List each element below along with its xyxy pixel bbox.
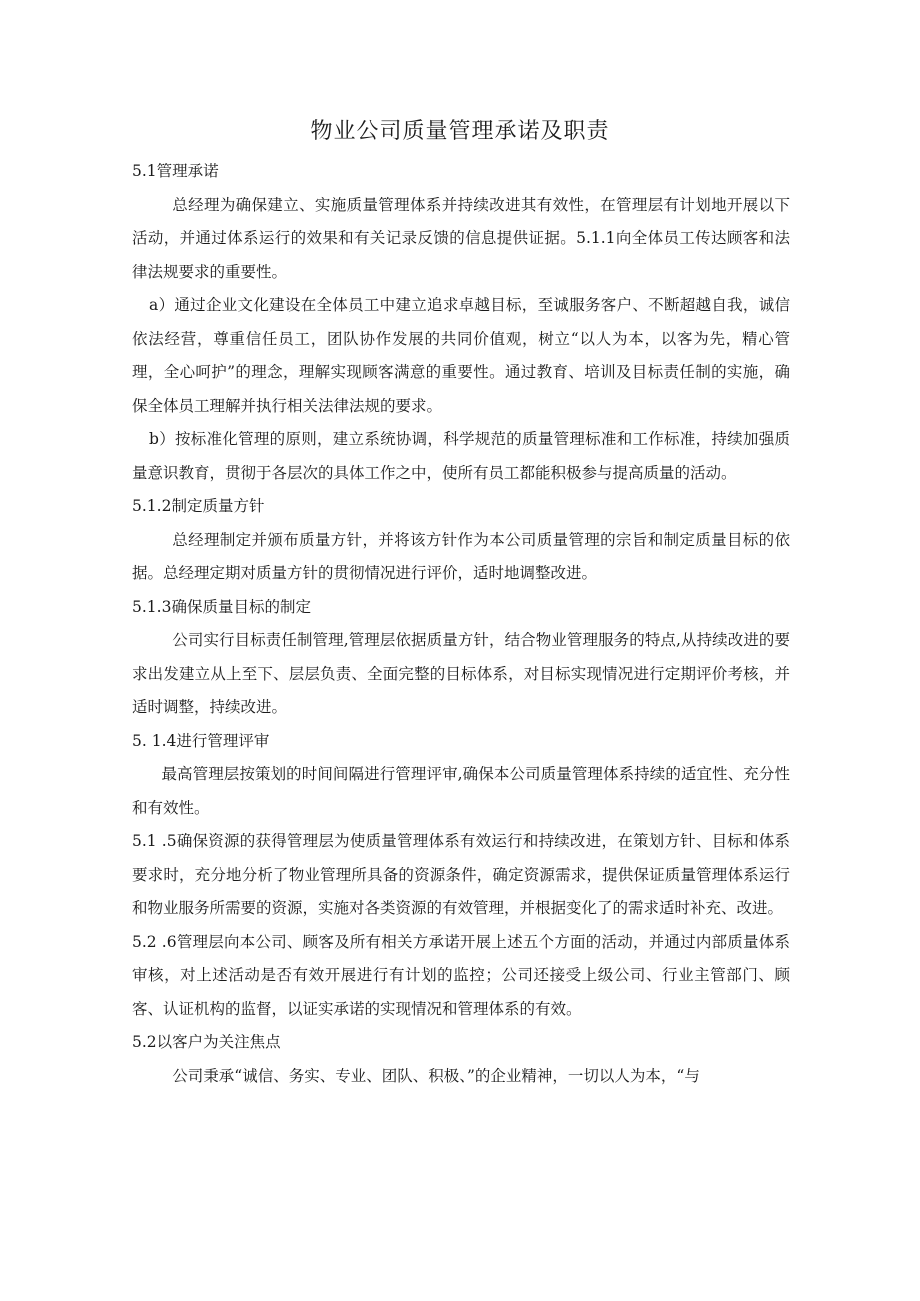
paragraph-customer-focus: 公司秉承“诚信、务实、专业、团队、积极、”的企业精神，一切以人为本，“与 [172, 1066, 700, 1085]
paragraph-management-review: 最高管理层按策划的时间间隔进行管理评审,确保本公司质量管理体系持续的适宜性、充分性和有效性。 [132, 765, 790, 817]
section-heading-5-1-2: 5.1.2制定质量方针 [132, 497, 265, 515]
paragraph-item-b: b）按标准化管理的原则，建立系统协调，科学规范的质量管理标准和工作标准，持续加强质量意识教育，贯彻于各层次的具体工作之中，使所有员工都能积极参与提高质量的活动。 [132, 430, 790, 482]
section-heading-5-1: 5.1管理承诺 [132, 162, 219, 180]
paragraph-quality-policy: 总经理制定并颁布质量方针，并将该方针作为本公司质量管理的宗旨和制定质量目标的依据。总经理定期对质量方针的贯彻情况进行评价，适时地调整改进。 [132, 530, 790, 582]
document-body [132, 155, 790, 1093]
section-heading-5-1-3: 5.1.3确保质量目标的制定 [132, 597, 311, 616]
section-heading-5-1-4: 5. 1.4进行管理评审 [132, 731, 270, 750]
paragraph-resources: 5.1 .5确保资源的获得管理层为使质量管理体系有效运行和持续改进，在策划方针、目标和体系要求时，充分地分析了物业管理所具备的资源条件，确定资源需求，提供保证质量管理体系运行和物业服务所需要的资源，实施对各类资源的有效管理，并根据变化了的需求适时补充、改进。 [132, 832, 790, 917]
section-heading-5-2: 5.2以客户为关注焦点 [132, 1033, 281, 1051]
paragraph-item-a: a）通过企业文化建设在全体员工中建立追求卓越目标，至诚服务客户、不断超越自我，诚信依法经营，尊重信任员工，团队协作发展的共同价值观，树立“以人为本，以客为先，精心管理，全心呵护”的理念，理解实现顾客满意的重要性。通过教育、培训及目标责任制的实施，确保全体员工理解并执行相关法律法规的要求。 [132, 296, 790, 415]
paragraph-quality-objectives: 公司实行目标责任制管理,管理层依据质量方针，结合物业管理服务的特点,从持续改进的要求出发建立从上至下、层层负责、全面完整的目标体系，对目标实现情况进行定期评价考核，并适时调整，持续改进。 [132, 631, 790, 716]
document-title: 物业公司质量管理承诺及职责 [310, 119, 610, 144]
paragraph-commitment-monitoring: 5.2 .6管理层向本公司、顾客及所有相关方承诺开展上述五个方面的活动，并通过内部质量体系审核，对上述活动是否有效开展进行有计划的监控；公司还接受上级公司、行业主管部门、顾客、认证机构的监督，以证实承诺的实现情况和管理体系的有效。 [132, 932, 790, 1018]
paragraph-management-commitment: 总经理为确保建立、实施质量管理体系并持续改进其有效性，在管理层有计划地开展以下活动，并通过体系运行的效果和有关记录反馈的信息提供证据。5.1.1向全体员工传达顾客和法律法规要求的重要性。 [132, 195, 790, 281]
